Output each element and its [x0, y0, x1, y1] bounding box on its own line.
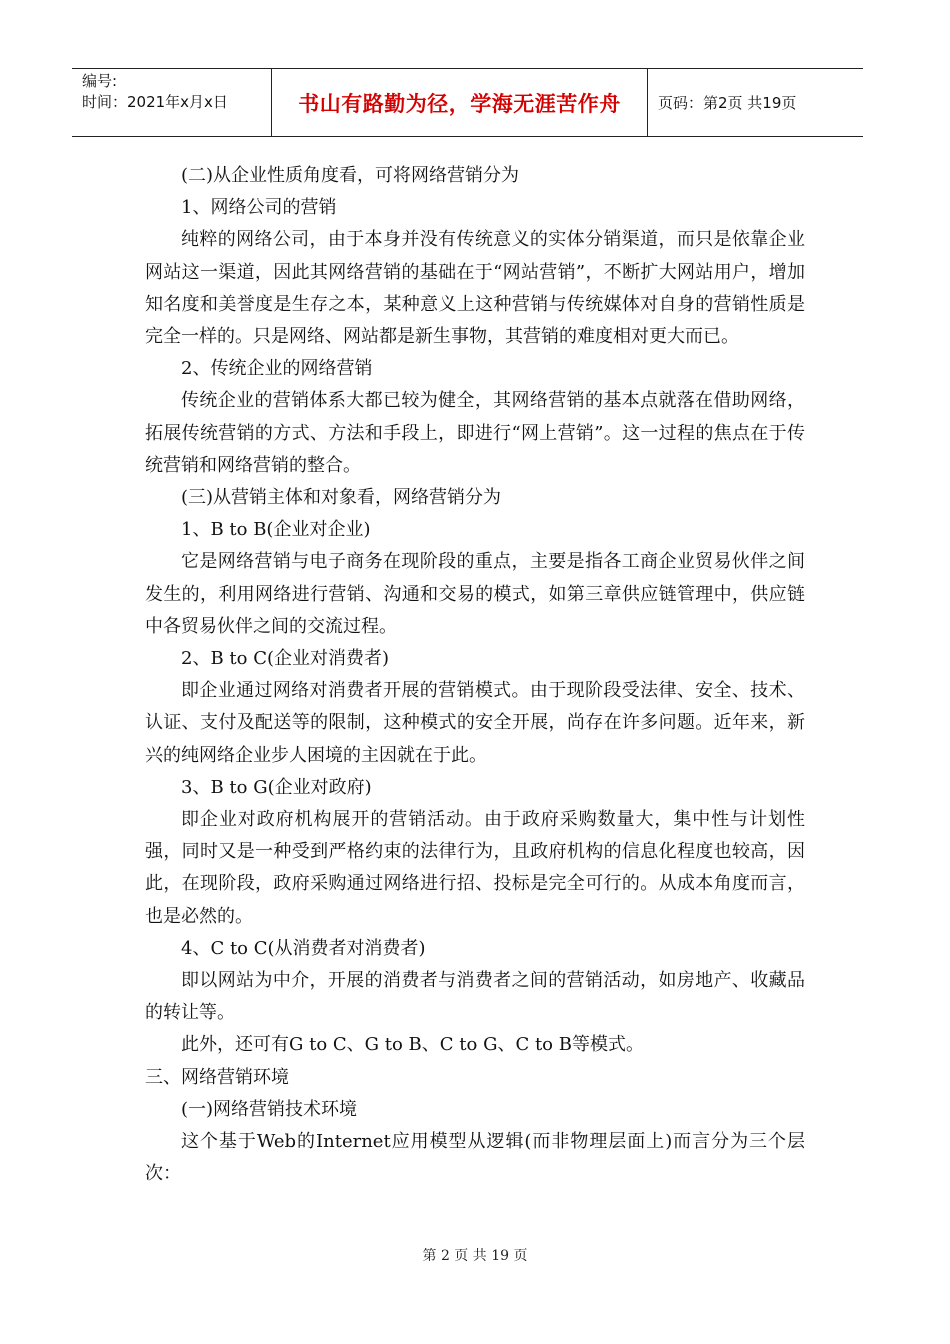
paragraph: 即以网站为中介，开展的消费者与消费者之间的营销活动，如房地产、收藏品的转让等。 [145, 970, 805, 1024]
paragraph: 此外，还可有G to C、G to B、C to G、C to B等模式。 [181, 1034, 644, 1056]
paragraph: 它是网络营销与电子商务在现阶段的重点，主要是指各工商企业贸易伙伴之间发生的，利用网络进行营销、沟通和交易的模式，如第三章供应链管理中，供应链中各贸易伙伴之间的交流过程。 [145, 551, 805, 637]
paragraph: 即企业对政府机构展开的营销活动。由于政府采购数量大，集中性与计划性强，同时又是一种受到严格约束的法律行为，且政府机构的信息化程度也较高，因此，在现阶段，政府采购通过网络进行招、投标是完全可行的。从成本角度而言，也是必然的。 [145, 809, 805, 927]
paragraph: (二)从企业性质角度看，可将网络营销分为 [181, 165, 520, 186]
header-motto: 书山有路勤为径，学海无涯苦作舟 [272, 69, 648, 136]
header-page-info: 页码：第2页 共19页 [658, 94, 797, 112]
paragraph: 三、网络营销环境 [145, 1066, 289, 1088]
paragraph: (一)网络营销技术环境 [181, 1098, 358, 1120]
paragraph: 2、传统企业的网络营销 [181, 358, 373, 380]
paragraph: 3、B to G(企业对政府) [181, 776, 372, 798]
document-body [145, 160, 805, 1191]
document-time-label: 时间：2021年x月x日 [82, 93, 228, 111]
paragraph: 1、B to B(企业对企业) [181, 519, 371, 541]
paragraph: 纯粹的网络公司，由于本身并没有传统意义的实体分销渠道，而只是依靠企业网站这一渠道，因此其网络营销的基础在于“网站营销”，不断扩大网站用户，增加知名度和美誉度是生存之本，某种意义上这种营销与传统媒体对自身的营销性质是完全一样的。只是网络、网站都是新生事物，其营销的难度相对更大而已。 [145, 229, 805, 348]
paragraph: 2、B to C(企业对消费者) [181, 648, 390, 670]
document-number-label: 编号: [82, 72, 118, 90]
paragraph: 这个基于Web的Internet应用模型从逻辑(而非物理层面上)而言分为三个层次： [145, 1131, 805, 1185]
paragraph: 传统企业的营销体系大都已较为健全，其网络营销的基本点就落在借助网络，拓展传统营销的方式、方法和手段上，即进行“网上营销”。这一过程的焦点在于传统营销和网络营销的整合。 [145, 390, 805, 476]
header-meta [72, 69, 272, 136]
page-header [72, 68, 863, 137]
paragraph: 4、C to C(从消费者对消费者) [181, 937, 426, 959]
page-footer: 第 2 页 共 19 页 [422, 1248, 528, 1264]
paragraph: (三)从营销主体和对象看，网络营销分为 [181, 487, 502, 509]
paragraph: 即企业通过网络对消费者开展的营销模式。由于现阶段受法律、安全、技术、认证、支付及配送等的限制，这种模式的安全开展，尚存在许多问题。近年来，新兴的纯网络企业步人困境的主因就在于此。 [145, 680, 805, 766]
paragraph: 1、网络公司的营销 [181, 197, 337, 219]
